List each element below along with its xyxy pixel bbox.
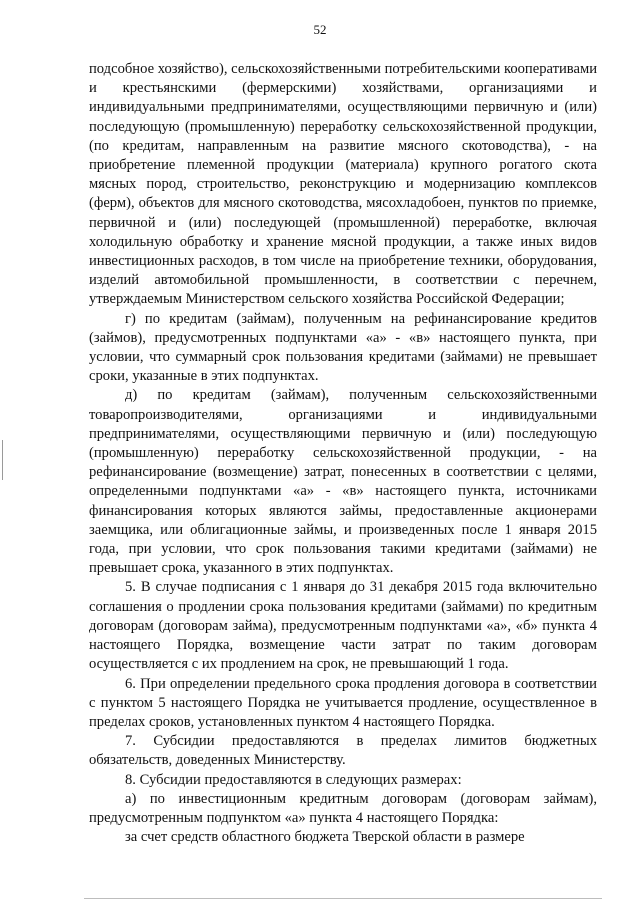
scan-bottom-edge [84, 898, 602, 899]
paragraph-subitem-a: а) по инвестиционным кредитным договорам (договорам займам), предусмотренным подпунктом «а» пункта 4 настоящего Порядка: [89, 790, 597, 826]
document-body [89, 60, 597, 847]
paragraph-item-8: 8. Субсидии предоставляются в следующих размерах: [125, 771, 462, 788]
paragraph-item-6: 6. При определении предельного срока продления договора в соответствии с пунктом 5 настоящего Порядка не учитывается продление, осуществленное в пределах сроков, установленных пунктом 4 настоящего Порядка. [89, 675, 597, 730]
paragraph-subitem-d: д) по кредитам (займам), полученным сельскохозяйственными товаропроизводителями, организациями и индивидуальными предпринимателями, осуществляющими первичную и (или) последующую (промышленную) переработку сельскохозяйственной продукции, - на рефинансирование (возмещение) затрат, понесенных в соответствии с целями, определенными подпунктами «а» - «в» настоящего пункта, источниками финансирования которых являются займы, предоставленные акционерами заемщика, или облигационные займы, и произведенных после 1 января 2015 года, при условии, что срок пользования такими кредитами (займами) не превышает срока, указанного в этих подпунктах. [89, 387, 597, 577]
paragraph-continuation: подсобное хозяйство), сельскохозяйственными потребительскими кооперативами и крестьянскими (фермерскими) хозяйствами, организациями и индивидуальными предпринимателями, осуществляющими первичную и (или) последующую (промышленную) переработку сельскохозяйственной продукции, (по кредитам, направленным на развитие мясного скотоводства), - на приобретение племенной продукции (материала) крупного рогатого скота мясных пород, строительство, реконструкцию и модернизацию комплексов (ферм), объектов для мясного скотоводства, мясохладобоен, пунктов по приемке, первичной и (или) последующей (промышленной) переработке, включая холодильную обработку и хранение мясной продукции, а также иных видов инвестиционных расходов, в том числе на приобретение техники, оборудования, изделий автомобильной промышленности, в соответствии с перечнем, утверждаемым Министерством сельского хозяйства Российской Федерации; [89, 61, 597, 308]
scan-margin-mark [2, 440, 3, 480]
page-number: 52 [313, 22, 327, 37]
paragraph-funding-source: за счет средств областного бюджета Тверской области в размере [125, 829, 525, 846]
paragraph-subitem-g: г) по кредитам (займам), полученным на рефинансирование кредитов (займов), предусмотренных подпунктами «а» - «в» настоящего пункта, при условии, что суммарный срок пользования кредитами (займами) не превышает сроки, указанные в этих подпунктах. [89, 310, 597, 385]
paragraph-item-5: 5. В случае подписания с 1 января до 31 декабря 2015 года включительно соглашения о продлении срока пользования кредитами (займами) по кредитным договорам (договорам займа), предусмотренным подпунктами «а», «б» пункта 4 настоящего Порядка, возмещение части затрат по таким договорам осуществляется с их продлением на срок, не превышающий 1 года. [89, 579, 597, 673]
paragraph-item-7: 7. Субсидии предоставляются в пределах лимитов бюджетных обязательств, доведенных Министерству. [89, 733, 597, 769]
